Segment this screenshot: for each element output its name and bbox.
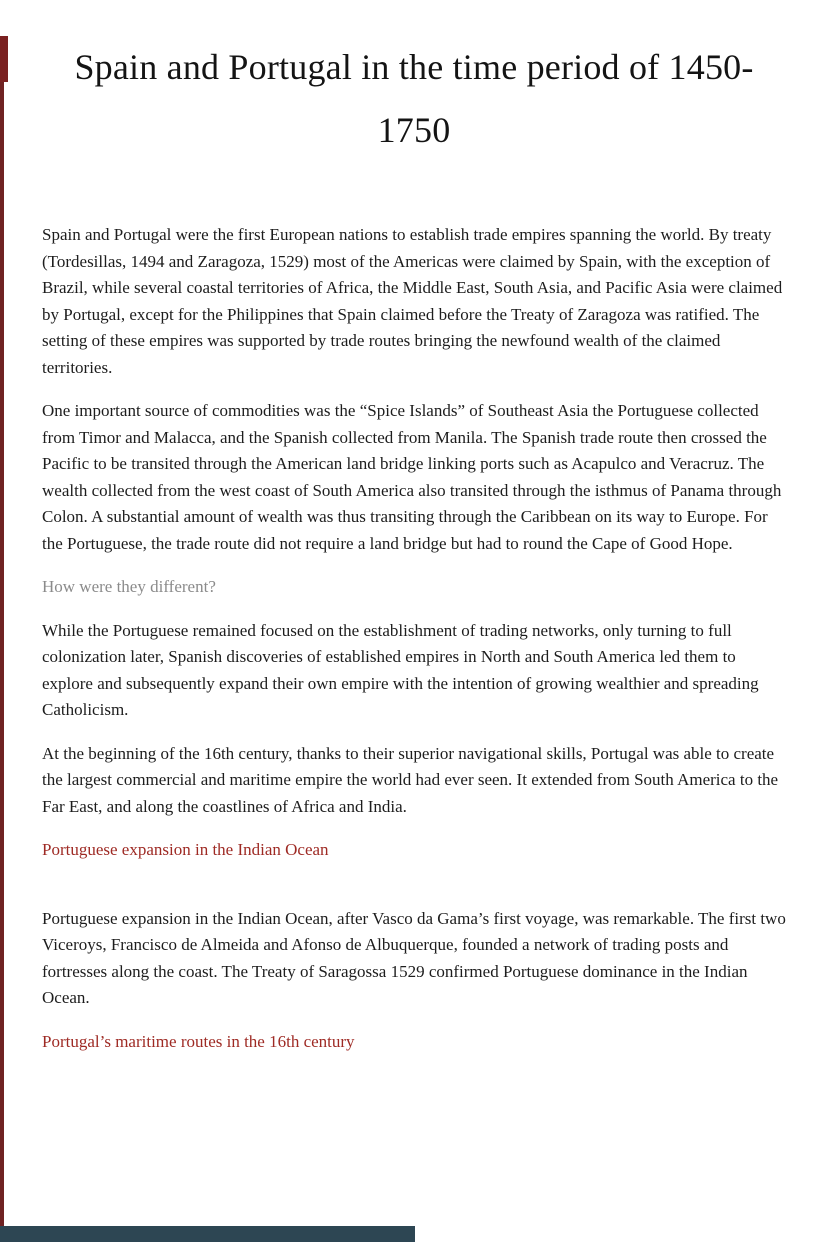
left-edge-stripe <box>0 36 4 1242</box>
top-left-accent-mark <box>0 36 8 82</box>
embedded-map-image-top-edge <box>0 1226 415 1242</box>
paragraph-indian-ocean-expansion: Portuguese expansion in the Indian Ocean, after Vasco da Gama’s first voyage, was remarkable. The first two Viceroys, Francisco de Almeida and Afonso de Albuquerque, founded a network of trading posts and fortresses along the coast. The Treaty of Saragossa 1529 confirmed Portuguese dominance in the Indian Ocean. <box>42 908 786 1007</box>
paragraph-portugal-empire: At the beginning of the 16th century, thanks to their superior navigational skills, Portugal was able to create the largest commercial and maritime empire the world had ever seen. It extended from South America to the Far East, and along the coastlines of Africa and India. <box>42 743 779 816</box>
subheading-how-were-they-different: How were they different? <box>42 577 216 596</box>
paragraph-trade-empires: Spain and Portugal were the first European nations to establish trade empires spanning the world. By treaty (Tordesillas, 1494 and Zaragoza, 1529) most of the Americas were claimed by Spain, with the exception of Brazil, while several coastal territories of Africa, the Middle East, South Asia, and Pacific Asia were claimed by Portugal, except for the Philippines that Spain claimed before the Treaty of Zaragoza was ratified. The setting of these empires was supported by trade routes bringing the newfound wealth of the claimed territories. <box>42 225 783 377</box>
paragraph-portuguese-vs-spanish: While the Portuguese remained focused on the establishment of trading networks, only turning to full colonization later, Spanish discoveries of established empires in North and South America led them to explore and subsequently expand their own empire with the intention of growing wealthier and spreading Catholicism. <box>42 620 759 719</box>
heading-portugal-maritime-routes: Portugal’s maritime routes in the 16th century <box>42 1031 355 1051</box>
article-body <box>42 222 786 1055</box>
paragraph-spice-islands: One important source of commodities was the “Spice Islands” of Southeast Asia the Portuguese collected from Timor and Malacca, and the Spanish collected from Manila. The Spanish trade route then crossed the Pacific to be transited through the American land bridge linking ports such as Acapulco and Veracruz. The wealth collected from the west coast of South America also transited through the isthmus of Panama through Colon. A substantial amount of wealth was thus transiting through the Caribbean on its way to Europe. For the Portuguese, the trade route did not require a land bridge but had to round the Cape of Good Hope. <box>42 401 782 553</box>
heading-portuguese-expansion-indian-ocean: Portuguese expansion in the Indian Ocean <box>42 840 329 859</box>
page-title: Spain and Portugal in the time period of 1450-1750 <box>74 47 754 150</box>
